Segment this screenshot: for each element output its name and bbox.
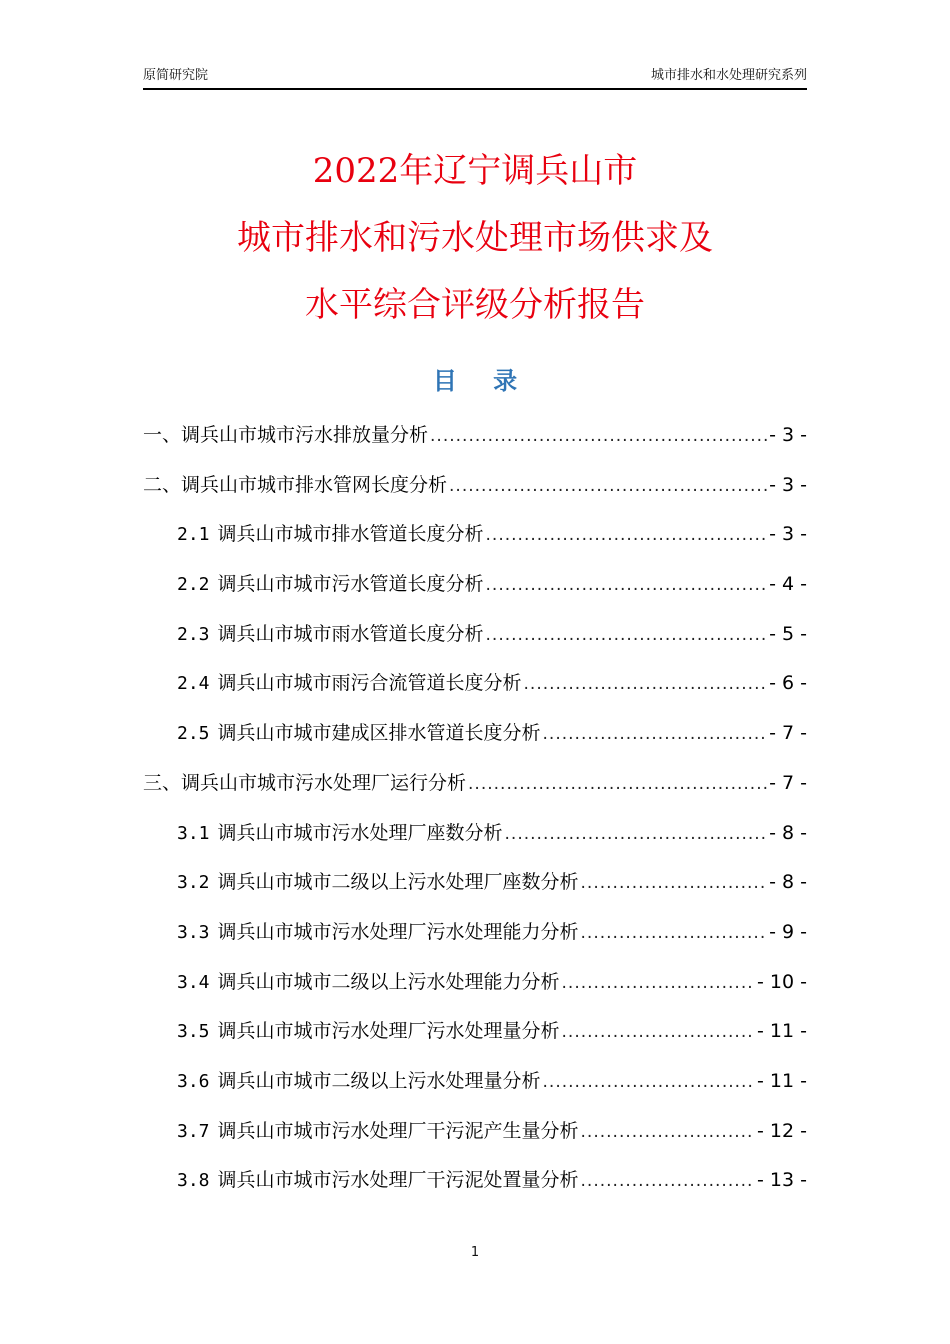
toc-entry-page: - 3 - [769, 523, 807, 546]
toc-entry-label: 调兵山市城市污水管道长度分析 [217, 573, 484, 596]
toc-entry[interactable] [143, 1061, 807, 1111]
toc-entry-page: - 8 - [769, 821, 807, 844]
page-number: 1 [470, 1245, 480, 1260]
dot-leader [524, 664, 768, 704]
toc-entry-number: 二、 [143, 473, 182, 496]
publisher-name: 原简研究院 [143, 68, 209, 83]
toc-entry-label: 调兵山市城市二级以上污水处理量分析 [217, 1069, 541, 1092]
toc-entry-page: - 8 - [769, 871, 807, 894]
toc-entry-page: - 7 - [769, 722, 807, 745]
toc-entry-page: - 13 - [757, 1169, 807, 1192]
dot-leader [581, 863, 768, 903]
page-header [143, 66, 807, 90]
toc-entry-page: - 12 - [757, 1119, 807, 1142]
toc-entry-number: 2.4 [177, 673, 210, 695]
toc-entry-page: - 10 - [757, 970, 807, 993]
dot-leader [562, 1012, 756, 1052]
toc-entry[interactable] [143, 465, 807, 515]
toc-entry[interactable] [143, 713, 807, 763]
dot-leader [581, 913, 768, 953]
toc-entry-page: - 4 - [769, 573, 807, 596]
dot-leader [486, 615, 768, 655]
toc-entry-page: - 7 - [769, 771, 807, 794]
dot-leader [543, 714, 768, 754]
toc-entry-number: 3.8 [177, 1170, 210, 1192]
dot-leader [581, 1161, 756, 1201]
toc-entry[interactable] [143, 912, 807, 962]
toc-entry[interactable] [143, 1160, 807, 1210]
toc-entry-label: 调兵山市城市雨污合流管道长度分析 [217, 672, 522, 695]
dot-leader [468, 764, 767, 804]
dot-leader [562, 963, 756, 1003]
toc-entry-label: 调兵山市城市污水处理厂座数分析 [217, 821, 503, 844]
toc-entry-number: 3.3 [177, 921, 210, 943]
dot-leader [430, 416, 767, 456]
toc-entry-label: 调兵山市城市污水处理厂污水处理能力分析 [217, 920, 579, 943]
toc-entry-number: 2.5 [177, 723, 210, 745]
toc-entry-label: 调兵山市城市建成区排水管道长度分析 [217, 722, 541, 745]
toc-entry-label: 调兵山市城市排水管道长度分析 [217, 523, 484, 546]
title-line-1: 2022年辽宁调兵山市 [312, 151, 638, 191]
toc-entry[interactable] [143, 862, 807, 912]
toc-entry-page: - 3 - [769, 424, 807, 446]
toc-entry-number: 3.2 [177, 872, 210, 894]
report-title [0, 138, 950, 339]
toc-entry-label: 调兵山市城市二级以上污水处理厂座数分析 [217, 871, 579, 894]
toc-entry-label: 调兵山市城市污水处理厂运行分析 [181, 771, 467, 794]
toc-entry[interactable] [143, 763, 807, 813]
toc-entry-number: 3.7 [177, 1120, 210, 1142]
toc-entry[interactable] [143, 415, 807, 465]
toc-entry-number: 3.4 [177, 971, 210, 993]
toc-entry-page: - 9 - [769, 920, 807, 943]
toc-entry-number: 2.2 [177, 574, 210, 596]
dot-leader [505, 814, 768, 854]
toc-entry[interactable] [143, 564, 807, 614]
title-line-2: 城市排水和污水处理市场供求及 [237, 218, 713, 258]
toc-entry-page: - 11 - [757, 1020, 807, 1043]
dot-leader [486, 565, 768, 605]
toc-entry-number: 一、 [143, 424, 182, 446]
toc-entry[interactable] [143, 614, 807, 664]
toc-entry-number: 2.1 [177, 524, 210, 546]
toc-heading: 目 录 [432, 367, 532, 395]
dot-leader [581, 1112, 756, 1152]
series-name: 城市排水和水处理研究系列 [650, 68, 807, 83]
toc-entry[interactable] [143, 1011, 807, 1061]
toc-entry-number: 三、 [143, 771, 182, 794]
toc-entry[interactable] [143, 962, 807, 1012]
toc-entry[interactable] [143, 1111, 807, 1161]
toc-entry-page: - 11 - [757, 1069, 807, 1092]
dot-leader [486, 515, 768, 555]
toc-entry-number: 3.1 [177, 822, 210, 844]
toc-entry-number: 3.5 [177, 1021, 210, 1043]
dot-leader [449, 466, 767, 506]
toc-entry-label: 调兵山市城市雨水管道长度分析 [217, 622, 484, 645]
toc-entry-number: 3.6 [177, 1070, 210, 1092]
toc-entry-page: - 5 - [769, 622, 807, 645]
toc-entry-label: 调兵山市城市污水处理厂干污泥产生量分析 [217, 1119, 579, 1142]
toc-entry-page: - 3 - [769, 473, 807, 496]
toc-entry-page: - 6 - [769, 672, 807, 695]
toc-entry-label: 调兵山市城市污水处理厂污水处理量分析 [217, 1020, 560, 1043]
toc-entry[interactable] [143, 813, 807, 863]
toc-entry-label: 调兵山市城市污水处理厂干污泥处置量分析 [217, 1169, 579, 1192]
table-of-contents [143, 415, 807, 1210]
toc-entry[interactable] [143, 514, 807, 564]
toc-entry-number: 2.3 [177, 623, 210, 645]
dot-leader [543, 1062, 756, 1102]
toc-entry[interactable] [143, 663, 807, 713]
toc-entry-label: 调兵山市城市污水排放量分析 [181, 424, 429, 446]
title-line-3: 水平综合评级分析报告 [305, 285, 645, 325]
toc-entry-label: 调兵山市城市排水管网长度分析 [181, 473, 448, 496]
toc-entry-label: 调兵山市城市二级以上污水处理能力分析 [217, 970, 560, 993]
